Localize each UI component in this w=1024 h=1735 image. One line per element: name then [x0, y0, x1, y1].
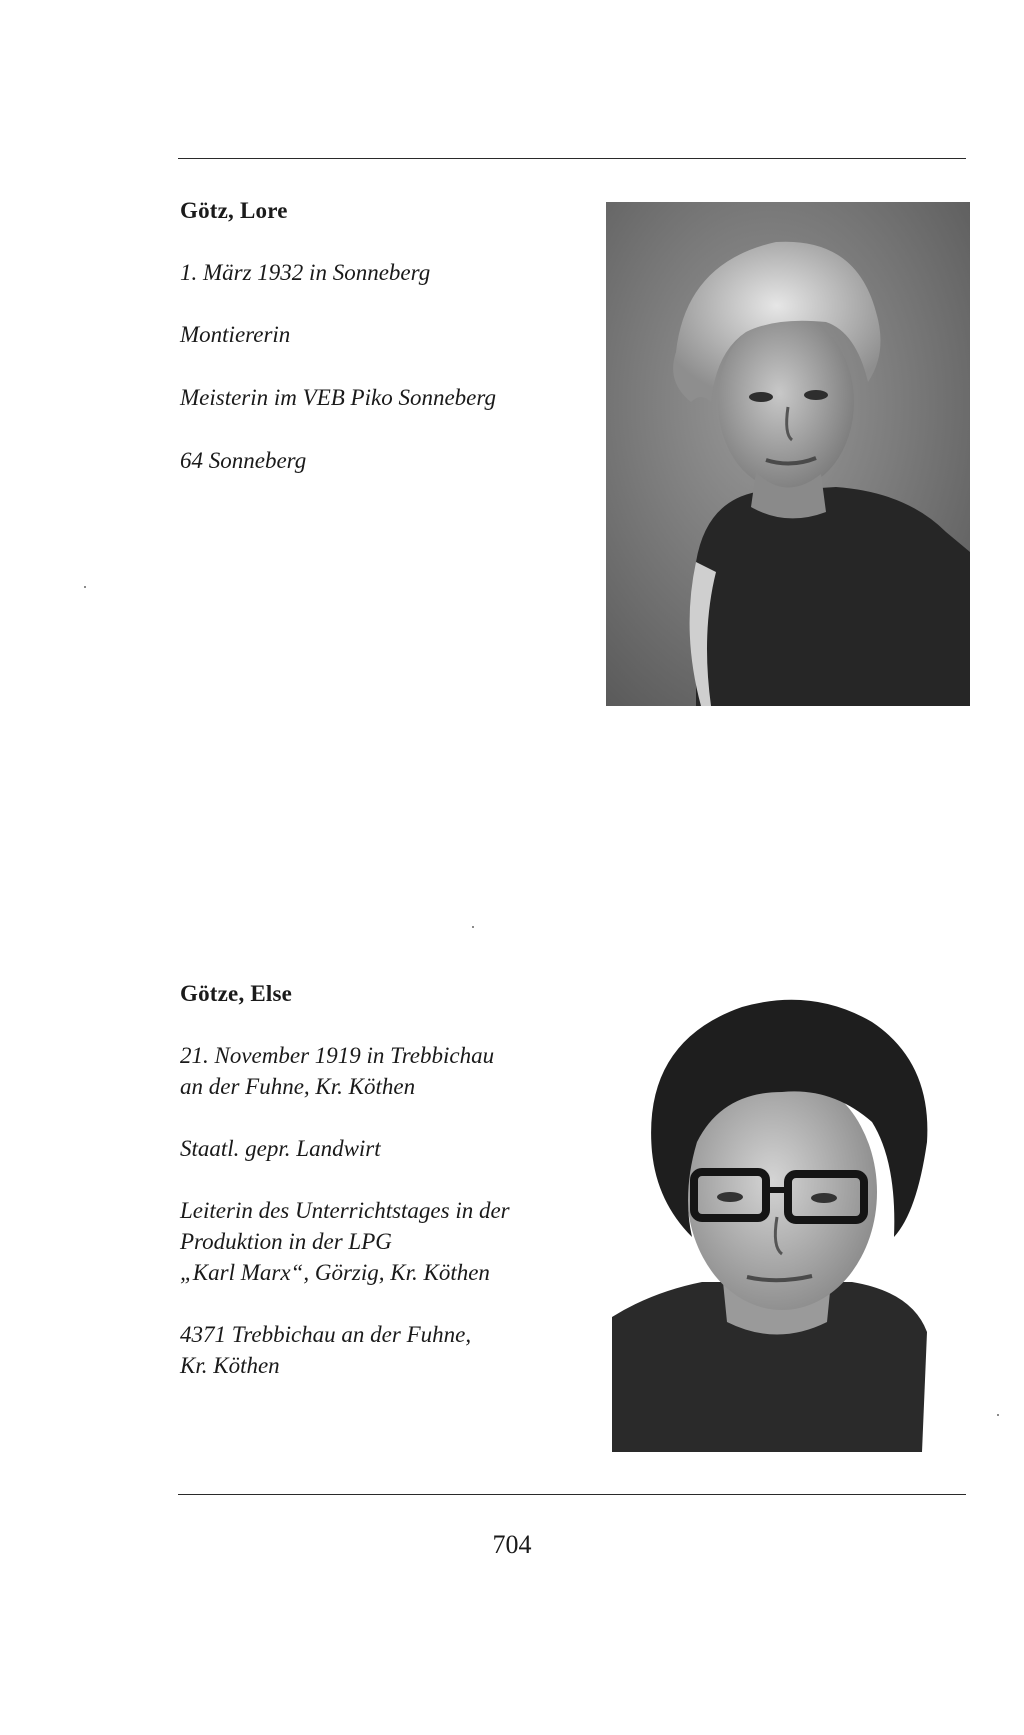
scan-speck: [997, 1414, 999, 1416]
scan-speck: [84, 586, 86, 588]
portrait-photo-1: [606, 202, 970, 706]
entry-2-address-line-2: Kr. Köthen: [180, 1353, 280, 1378]
top-rule: [178, 158, 966, 159]
entry-2-position-line-1: Leiterin des Unterrichtstages in der: [180, 1198, 510, 1223]
bottom-rule: [178, 1494, 966, 1495]
entry-2-birth-line-1: 21. November 1919 in Trebbichau: [180, 1043, 495, 1068]
entry-1-profession: Montiererin: [180, 322, 291, 347]
entry-1-address: 64 Sonneberg: [180, 448, 307, 473]
scan-speck: [472, 926, 474, 928]
entry-1-birth: 1. März 1932 in Sonneberg: [180, 260, 431, 285]
page-number: 704: [492, 1530, 532, 1559]
entry-2-name: Götze, Else: [180, 981, 293, 1006]
entry-1-position: Meisterin im VEB Piko Sonneberg: [180, 385, 496, 410]
entry-2-address-line-1: 4371 Trebbichau an der Fuhne,: [180, 1322, 472, 1347]
entry-2-position-line-3: „Karl Marx“, Görzig, Kr. Köthen: [180, 1260, 490, 1285]
entry-1-name: Götz, Lore: [180, 198, 288, 223]
entry-2-profession: Staatl. gepr. Landwirt: [180, 1136, 381, 1161]
portrait-photo-2: [612, 992, 942, 1452]
entry-2-position-line-2: Produktion in der LPG: [180, 1229, 392, 1254]
entry-2-birth-line-2: an der Fuhne, Kr. Köthen: [180, 1074, 416, 1099]
